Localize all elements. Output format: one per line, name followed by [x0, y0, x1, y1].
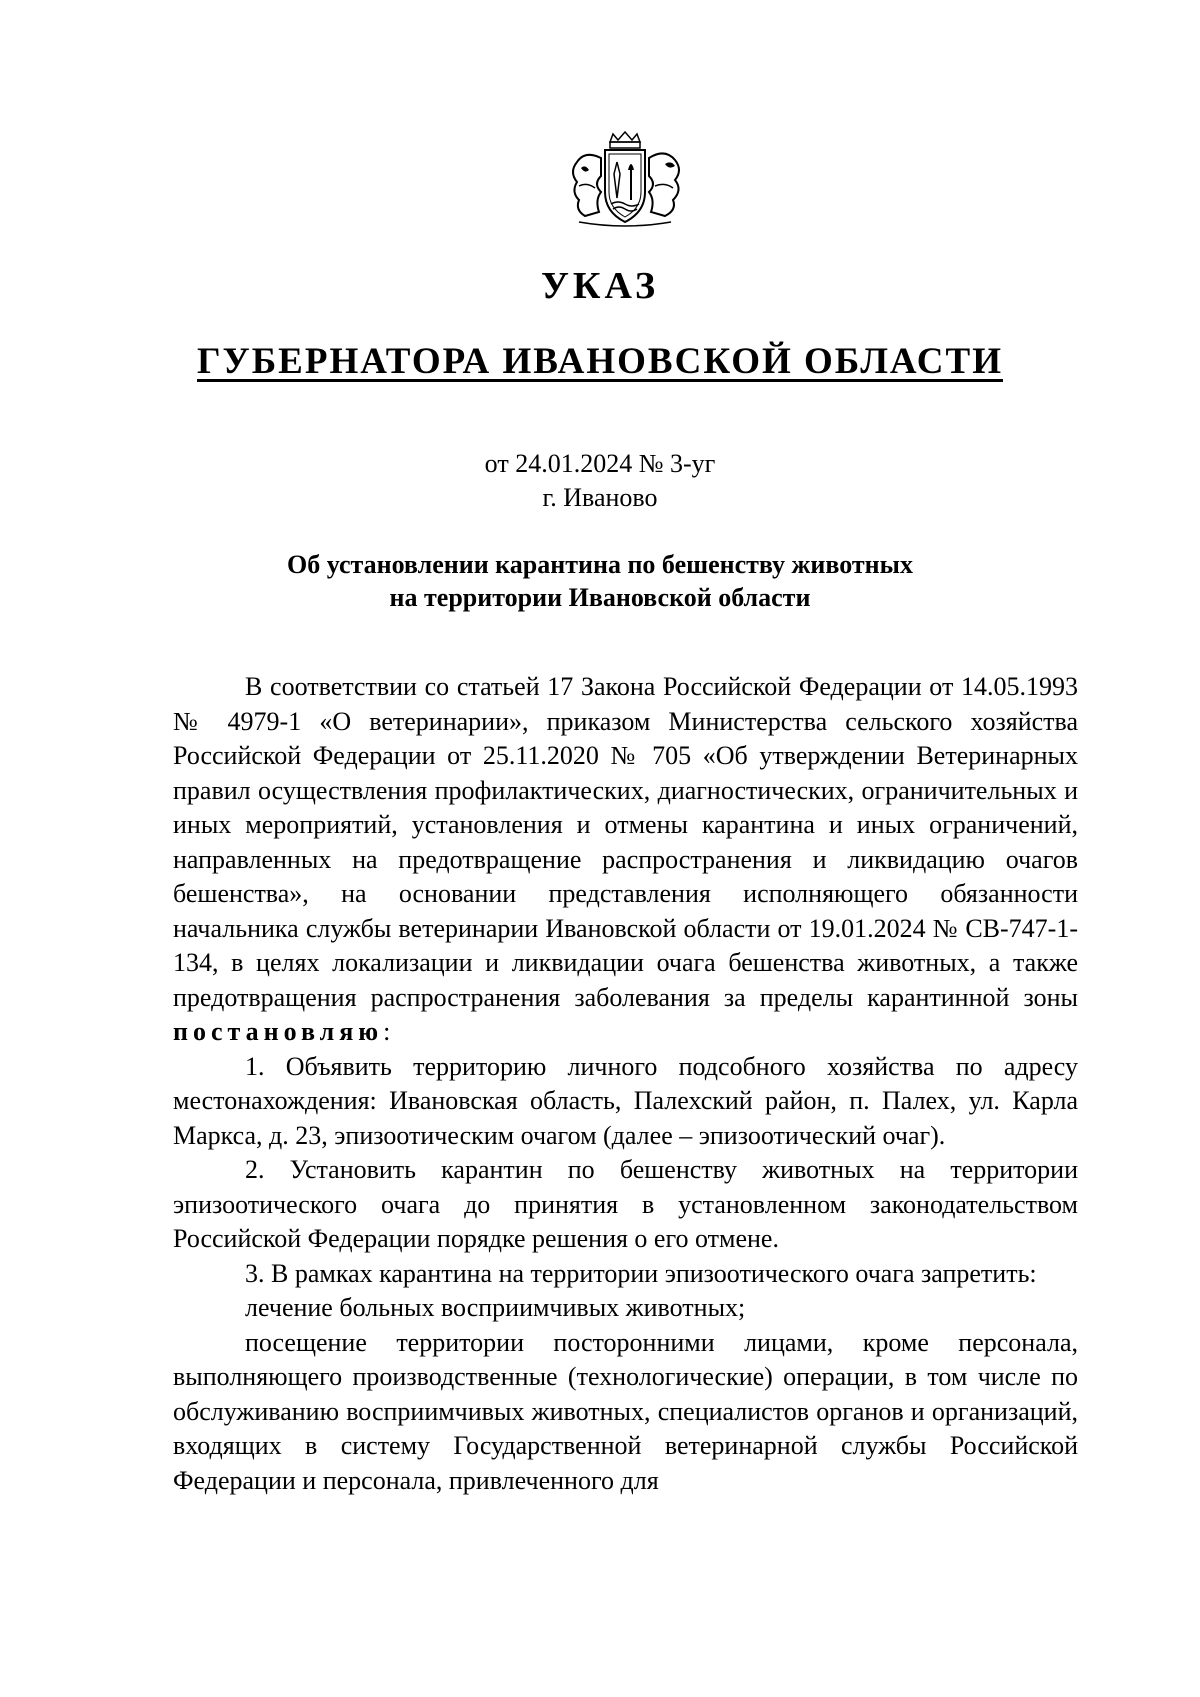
clause-3: 3. В рамках карантина на территории эпизоотического очага запретить:	[245, 1258, 1037, 1288]
preamble-colon: :	[383, 1017, 391, 1046]
document-city: г. Иваново	[542, 483, 658, 512]
coat-of-arms-icon	[555, 130, 695, 230]
document-heading-line-2: на территории Ивановской области	[389, 583, 811, 612]
clause-2: 2. Установить карантин по бешенству животных на территории эпизоотического очага до принятия в установленном законодательством Российской Федерации порядке решения о его отмене.	[173, 1155, 1078, 1253]
clause-3-item-2: посещение территории посторонними лицами, кроме персонала, выполняющего производственные (технологические) операции, в том числе по обслуживанию восприимчивых животных, специалистов органов и организаций, входящих в систему Государственной ветеринарной службы Российской Федерации и персонала, привлеченного для	[173, 1327, 1078, 1495]
document-heading-line-1: Об установлении карантина по бешенству животных	[287, 550, 913, 579]
document-title: УКАЗ	[541, 265, 659, 307]
clause-3-item-1: лечение больных восприимчивых животных;	[245, 1293, 746, 1322]
document-subtitle	[0, 338, 1200, 386]
preamble-keyword: постановляю	[173, 1017, 384, 1046]
document-body	[173, 670, 1078, 1498]
preamble-text: В соответствии со статьей 17 Закона Российской Федерации от 14.05.1993 № 4979-1 «О ветеринарии», приказом Министерства сельского хозяйства Российской Федерации от 25.11.2020 № 705 «Об утверждении Ветеринарных правил осуществления профилактических, диагностических, ограничительных и иных мероприятий, установления и отмены карантина и иных ограничений, направленных на предотвращение распространения и ликвидацию очагов бешенства», на основании представления исполняющего обязанности начальника службы ветеринарии Ивановской области от 19.01.2024 № СВ-747-1-134, в целях локализации и ликвидации очага бешенства животных, а также предотвращения распространения заболевания за пределы карантинной зоны	[173, 672, 1078, 1012]
document-subtitle-text: ГУБЕРНАТОРА ИВАНОВСКОЙ ОБЛАСТИ	[197, 341, 1003, 382]
clause-1: 1. Объявить территорию личного подсобного хозяйства по адресу местонахождения: Ивановская область, Палехский район, п. Палех, ул. Карла Маркса, д. 23, эпизоотическим очагом (далее – эпизоотический очаг).	[173, 1051, 1078, 1150]
preamble-paragraph	[173, 670, 1078, 1050]
document-date-number: от 24.01.2024 № 3-уг	[484, 449, 716, 478]
